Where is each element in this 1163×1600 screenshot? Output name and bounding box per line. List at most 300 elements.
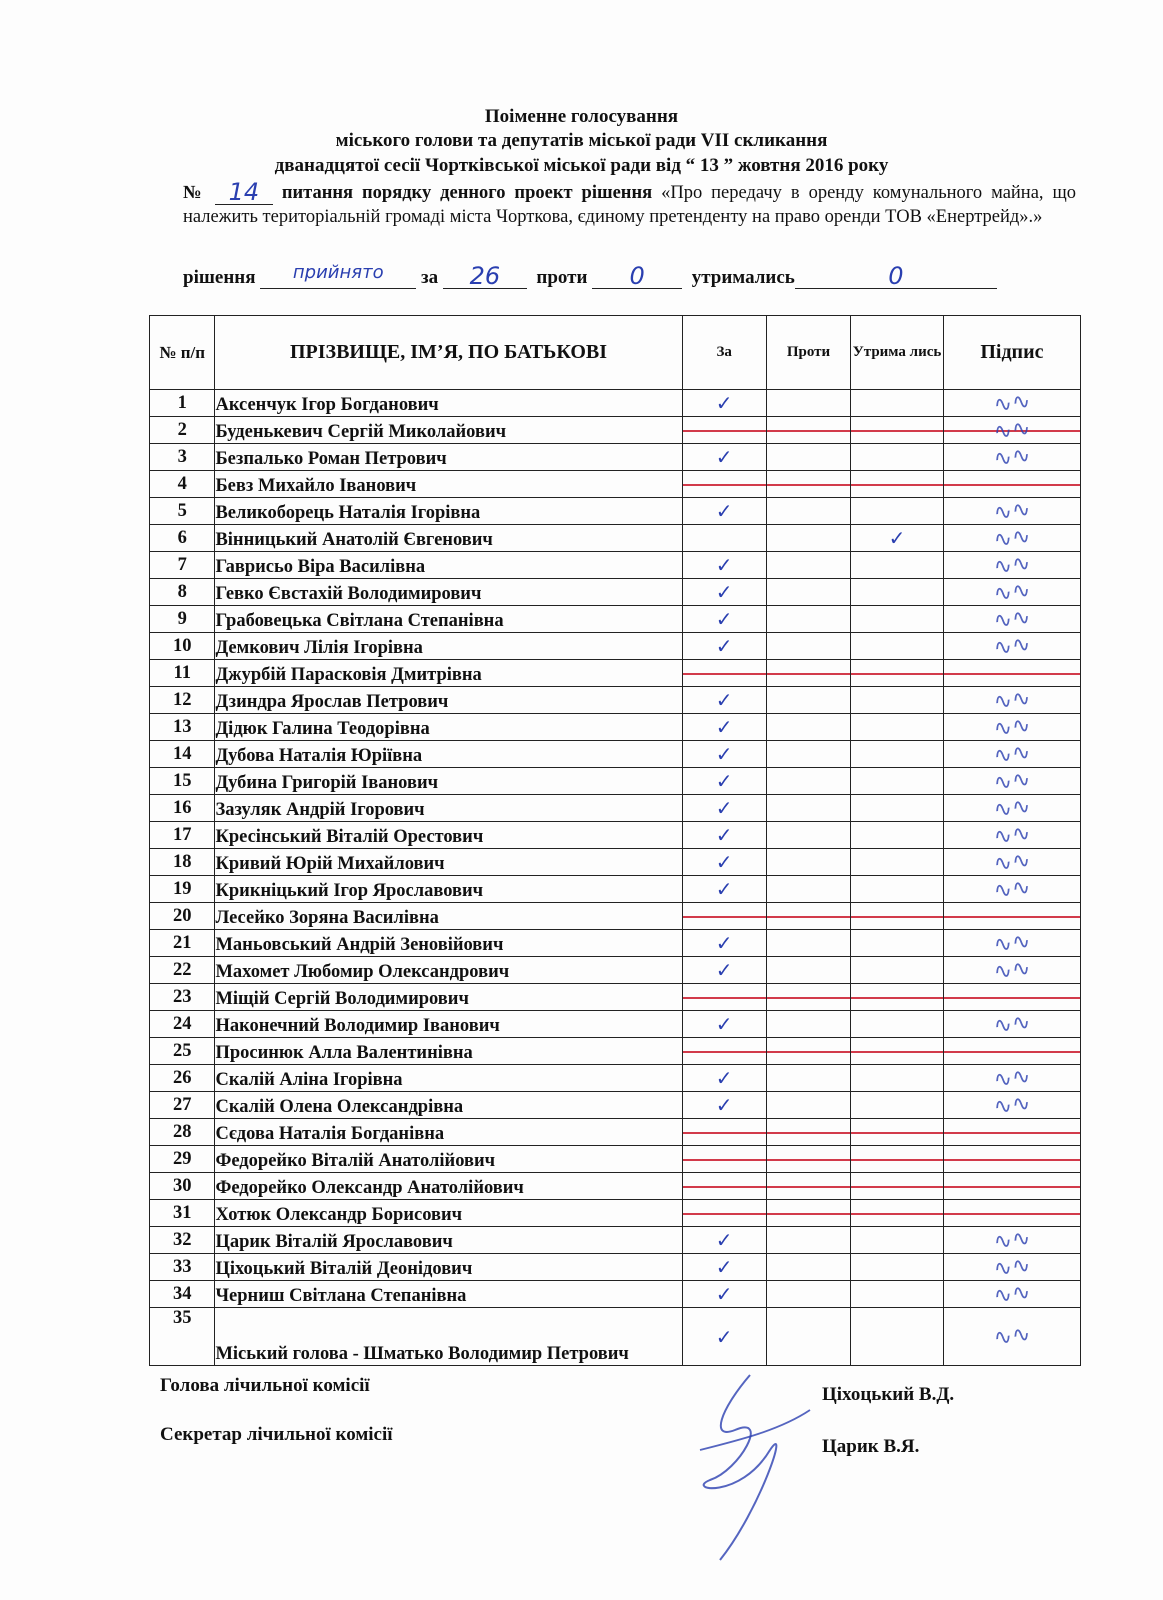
row-utrym: ✓ [851, 525, 944, 552]
absence-strike-line [767, 484, 851, 486]
row-za: ✓ [682, 1308, 766, 1366]
row-name: Кривий Юрій Михайлович [215, 849, 682, 876]
row-name: Зазуляк Андрій Ігорович [215, 795, 682, 822]
row-proty [766, 660, 851, 687]
table-row [150, 525, 1081, 552]
table-row [150, 1281, 1081, 1308]
row-proty [766, 552, 851, 579]
row-name: Міщій Сергій Володимирович [215, 984, 682, 1011]
row-proty [766, 741, 851, 768]
row-proty [766, 606, 851, 633]
table-row [150, 957, 1081, 984]
row-utrym [851, 1281, 944, 1308]
absence-strike-line [851, 916, 943, 918]
row-za: ✓ [682, 849, 766, 876]
absence-strike-line [767, 1051, 851, 1053]
row-signature [943, 1173, 1080, 1200]
agenda-text: «Про передачу в оренду комунального майна, що належить територіальній громаді міста Чорткова, єдиному претенденту на право оренди ТОВ «Енертрейд».» [183, 183, 1076, 227]
row-utrym [851, 849, 944, 876]
row-number: 2 [150, 417, 215, 444]
row-name: Дубова Наталія Юріївна [215, 741, 682, 768]
row-name: Махомет Любомир Олександрович [215, 957, 682, 984]
row-proty [766, 498, 851, 525]
row-za [682, 525, 766, 552]
row-za [682, 660, 766, 687]
row-utrym [851, 390, 944, 417]
row-number: 10 [150, 633, 215, 660]
absence-strike-line [767, 1213, 851, 1215]
absence-strike-line [851, 484, 943, 486]
secretary-name: Царик В.Я. [822, 1436, 920, 1457]
row-proty [766, 822, 851, 849]
row-utrym [851, 822, 944, 849]
table-row [150, 876, 1081, 903]
row-number: 1 [150, 390, 215, 417]
za-label: за [421, 267, 439, 288]
utrym-label: утримались [691, 267, 795, 288]
row-name: Гевко Євстахій Володимирович [215, 579, 682, 606]
vote-table [149, 315, 1081, 1366]
row-za: ✓ [682, 957, 766, 984]
row-proty [766, 930, 851, 957]
table-row [150, 1065, 1081, 1092]
agenda-num-prefix: № [183, 183, 206, 203]
absence-strike-line [683, 916, 766, 918]
row-za: ✓ [682, 1065, 766, 1092]
row-proty [766, 1038, 851, 1065]
table-row [150, 417, 1081, 444]
row-number: 27 [150, 1092, 215, 1119]
row-za: ✓ [682, 1227, 766, 1254]
row-name: Сєдова Наталія Богданівна [215, 1119, 682, 1146]
row-number: 19 [150, 876, 215, 903]
row-proty [766, 1011, 851, 1038]
row-name: Просинюк Алла Валентинівна [215, 1038, 682, 1065]
row-proty [766, 471, 851, 498]
signature-icon: ∿∿ [991, 550, 1032, 580]
row-name: Великоборець Наталія Ігорівна [215, 498, 682, 525]
table-row [150, 1092, 1081, 1119]
row-name: Аксенчук Ігор Богданович [215, 390, 682, 417]
absence-strike-line [683, 484, 766, 486]
row-name: Дзиндра Ярослав Петрович [215, 687, 682, 714]
row-za: ✓ [682, 633, 766, 660]
signature-icon: ∿∿ [991, 1090, 1032, 1120]
row-proty [766, 957, 851, 984]
row-proty [766, 714, 851, 741]
absence-strike-line [683, 997, 766, 999]
agenda-number-field [215, 180, 273, 205]
row-za: ✓ [682, 1011, 766, 1038]
row-za: ✓ [682, 1281, 766, 1308]
row-number: 3 [150, 444, 215, 471]
table-row [150, 1119, 1081, 1146]
row-signature [943, 1092, 1080, 1119]
table-row [150, 714, 1081, 741]
row-proty [766, 1281, 851, 1308]
signature-icon: ∿∿ [991, 685, 1032, 715]
absence-strike-line [851, 997, 943, 999]
signature-icon: ∿∿ [991, 1279, 1032, 1309]
table-row [150, 687, 1081, 714]
row-number: 26 [150, 1065, 215, 1092]
row-proty [766, 849, 851, 876]
vote-table-body [150, 390, 1081, 1366]
row-number: 5 [150, 498, 215, 525]
row-signature [943, 1119, 1080, 1146]
row-za: ✓ [682, 552, 766, 579]
row-za [682, 1146, 766, 1173]
row-name: Наконечний Володимир Іванович [215, 1011, 682, 1038]
doc-subtitle: міського голови та депутатів міської ради VII скликання [335, 130, 828, 151]
table-row [150, 1227, 1081, 1254]
agenda-text-bold: питання порядку денного проект рішення [281, 183, 653, 203]
commission-signature-icon [680, 1370, 820, 1570]
row-name: Безпалько Роман Петрович [215, 444, 682, 471]
row-proty [766, 525, 851, 552]
absence-strike-line [683, 1051, 766, 1053]
signature-icon: ∿∿ [991, 1009, 1032, 1039]
table-row [150, 471, 1081, 498]
absence-strike-line [944, 916, 1080, 918]
signature-icon: ∿∿ [991, 928, 1032, 958]
row-utrym [851, 1173, 944, 1200]
absence-strike-line [944, 1159, 1080, 1161]
row-name: Черниш Світлана Степанівна [215, 1281, 682, 1308]
row-utrym [851, 957, 944, 984]
row-number: 20 [150, 903, 215, 930]
utrym-field [795, 262, 997, 289]
signature-icon: ∿∿ [991, 820, 1032, 850]
row-proty [766, 1308, 851, 1366]
row-name: Федорейко Віталій Анатолійович [215, 1146, 682, 1173]
decision-value: прийнято [292, 262, 384, 283]
row-proty [766, 444, 851, 471]
row-utrym [851, 741, 944, 768]
row-proty [766, 1200, 851, 1227]
absence-strike-line [683, 1132, 766, 1134]
row-number: 14 [150, 741, 215, 768]
decision-summary [183, 262, 1073, 289]
row-name: Ціхоцький Віталій Деонідович [215, 1254, 682, 1281]
chair-label: Голова лічильної комісії [160, 1375, 370, 1396]
row-number: 15 [150, 768, 215, 795]
row-utrym [851, 633, 944, 660]
row-number: 33 [150, 1254, 215, 1281]
row-za: ✓ [682, 822, 766, 849]
row-name: Скалій Олена Олександрівна [215, 1092, 682, 1119]
header-name: ПРІЗВИЩЕ, ІМ’Я, ПО БАТЬКОВІ [215, 316, 682, 390]
absence-strike-line [683, 1186, 766, 1188]
row-utrym [851, 795, 944, 822]
za-value: 26 [469, 262, 501, 290]
table-row [150, 1173, 1081, 1200]
row-signature [943, 633, 1080, 660]
row-za [682, 1173, 766, 1200]
row-proty [766, 876, 851, 903]
row-name: Федорейко Олександр Анатолійович [215, 1173, 682, 1200]
signature-icon: ∿∿ [991, 604, 1032, 634]
row-za: ✓ [682, 498, 766, 525]
signature-icon: ∿∿ [991, 955, 1032, 985]
row-number: 13 [150, 714, 215, 741]
decision-label: рішення [183, 267, 256, 288]
row-signature [943, 957, 1080, 984]
row-za [682, 1200, 766, 1227]
absence-strike-line [944, 1213, 1080, 1215]
row-name: Царик Віталій Ярославович [215, 1227, 682, 1254]
table-row [150, 822, 1081, 849]
row-za [682, 1119, 766, 1146]
signature-icon: ∿∿ [991, 712, 1032, 742]
chair-name: Ціхоцький В.Д. [822, 1384, 955, 1405]
table-row [150, 984, 1081, 1011]
row-utrym [851, 1011, 944, 1038]
row-proty [766, 633, 851, 660]
row-name: Лесейко Зоряна Василівна [215, 903, 682, 930]
table-row [150, 795, 1081, 822]
table-row [150, 741, 1081, 768]
row-name: Бевз Михайло Іванович [215, 471, 682, 498]
table-row [150, 903, 1081, 930]
row-number: 22 [150, 957, 215, 984]
absence-strike-line [851, 1213, 943, 1215]
absence-strike-line [767, 916, 851, 918]
row-signature [943, 1011, 1080, 1038]
table-row [150, 849, 1081, 876]
absence-strike-line [767, 673, 851, 675]
row-utrym [851, 1254, 944, 1281]
row-proty [766, 795, 851, 822]
row-za [682, 471, 766, 498]
row-number: 35 [150, 1308, 215, 1366]
row-utrym [851, 471, 944, 498]
row-utrym [851, 1065, 944, 1092]
signature-icon: ∿∿ [991, 631, 1032, 661]
row-za [682, 417, 766, 444]
signature-icon: ∿∿ [991, 1252, 1032, 1282]
signature-icon: ∿∿ [991, 1225, 1032, 1255]
row-name: Дубина Григорій Іванович [215, 768, 682, 795]
signature-icon: ∿∿ [991, 1321, 1032, 1352]
signature-icon: ∿∿ [991, 523, 1032, 553]
row-proty [766, 1254, 851, 1281]
header-proty: Проти [766, 316, 851, 390]
absence-strike-line [944, 673, 1080, 675]
signature-icon: ∿∿ [991, 442, 1032, 472]
row-proty [766, 903, 851, 930]
row-number: 29 [150, 1146, 215, 1173]
row-za: ✓ [682, 795, 766, 822]
table-row [150, 1146, 1081, 1173]
row-number: 21 [150, 930, 215, 957]
row-name: Кресінський Віталій Орестович [215, 822, 682, 849]
absence-strike-line [851, 430, 943, 432]
agenda-number: 14 [228, 178, 260, 206]
row-number: 6 [150, 525, 215, 552]
absence-strike-line [683, 430, 766, 432]
row-utrym [851, 1308, 944, 1366]
row-proty [766, 1173, 851, 1200]
row-number: 24 [150, 1011, 215, 1038]
table-row [150, 1038, 1081, 1065]
row-number: 30 [150, 1173, 215, 1200]
proty-label: проти [536, 267, 588, 288]
row-name: Буденькевич Сергій Миколайович [215, 417, 682, 444]
row-utrym [851, 714, 944, 741]
row-utrym [851, 768, 944, 795]
za-field [443, 262, 527, 289]
row-utrym [851, 1119, 944, 1146]
table-row [150, 1308, 1081, 1366]
row-utrym [851, 687, 944, 714]
row-name: Крикніцький Ігор Ярославович [215, 876, 682, 903]
row-name: Скалій Аліна Ігорівна [215, 1065, 682, 1092]
row-za [682, 1038, 766, 1065]
absence-strike-line [851, 1132, 943, 1134]
row-utrym [851, 903, 944, 930]
row-number: 8 [150, 579, 215, 606]
row-utrym [851, 552, 944, 579]
row-number: 7 [150, 552, 215, 579]
row-name: Хотюк Олександр Борисович [215, 1200, 682, 1227]
row-name: Гаврисьо Віра Василівна [215, 552, 682, 579]
absence-strike-line [683, 1213, 766, 1215]
table-row [150, 660, 1081, 687]
table-row [150, 390, 1081, 417]
row-name: Грабовецька Світлана Степанівна [215, 606, 682, 633]
absence-strike-line [944, 1186, 1080, 1188]
table-row [150, 444, 1081, 471]
row-za: ✓ [682, 768, 766, 795]
signature-icon: ∿∿ [991, 847, 1032, 877]
signature-icon: ∿∿ [991, 874, 1032, 904]
row-number: 17 [150, 822, 215, 849]
table-row [150, 552, 1081, 579]
row-number: 28 [150, 1119, 215, 1146]
row-proty [766, 1119, 851, 1146]
signature-icon: ∿∿ [991, 415, 1032, 445]
row-proty [766, 1146, 851, 1173]
row-utrym [851, 579, 944, 606]
absence-strike-line [851, 673, 943, 675]
row-za [682, 984, 766, 1011]
row-za: ✓ [682, 444, 766, 471]
row-name: Маньовський Андрій Зеновійович [215, 930, 682, 957]
absence-strike-line [767, 997, 851, 999]
signature-icon: ∿∿ [991, 766, 1032, 796]
row-za: ✓ [682, 390, 766, 417]
row-number: 23 [150, 984, 215, 1011]
row-signature [943, 444, 1080, 471]
row-proty [766, 417, 851, 444]
utrym-value: 0 [888, 262, 904, 290]
row-proty [766, 768, 851, 795]
row-number: 31 [150, 1200, 215, 1227]
row-za: ✓ [682, 687, 766, 714]
header-utrym: Утрима лись [851, 316, 944, 390]
doc-session-line: дванадцятої сесії Чортківської міської ради від “ 13 ” жовтня 2016 року [274, 155, 889, 176]
row-name: Міський голова - Шматько Володимир Петрович [215, 1308, 682, 1366]
secretary-label: Секретар лічильної комісії [160, 1424, 393, 1445]
row-utrym [851, 876, 944, 903]
row-za: ✓ [682, 1254, 766, 1281]
row-utrym [851, 930, 944, 957]
row-utrym [851, 1146, 944, 1173]
absence-strike-line [851, 1051, 943, 1053]
row-za: ✓ [682, 876, 766, 903]
row-za: ✓ [682, 714, 766, 741]
row-number: 25 [150, 1038, 215, 1065]
row-proty [766, 1092, 851, 1119]
table-row [150, 1200, 1081, 1227]
row-signature [943, 876, 1080, 903]
row-za: ✓ [682, 606, 766, 633]
row-proty [766, 579, 851, 606]
absence-strike-line [767, 1186, 851, 1188]
row-name: Дідюк Галина Теодорівна [215, 714, 682, 741]
absence-strike-line [944, 997, 1080, 999]
absence-strike-line [944, 484, 1080, 486]
signature-icon: ∿∿ [991, 739, 1032, 769]
agenda-paragraph [183, 180, 1076, 229]
row-za: ✓ [682, 930, 766, 957]
row-number: 18 [150, 849, 215, 876]
table-row [150, 606, 1081, 633]
row-za: ✓ [682, 579, 766, 606]
signature-icon: ∿∿ [991, 1063, 1032, 1093]
signature-icon: ∿∿ [991, 577, 1032, 607]
decision-field [260, 262, 416, 289]
absence-strike-line [944, 1051, 1080, 1053]
table-row [150, 633, 1081, 660]
row-utrym [851, 984, 944, 1011]
row-utrym [851, 498, 944, 525]
row-za [682, 903, 766, 930]
table-row [150, 579, 1081, 606]
row-proty [766, 1065, 851, 1092]
table-header-row [150, 316, 1081, 390]
row-proty [766, 390, 851, 417]
row-number: 12 [150, 687, 215, 714]
signature-icon: ∿∿ [991, 388, 1032, 418]
absence-strike-line [851, 1186, 943, 1188]
row-name: Джурбій Парасковія Дмитрівна [215, 660, 682, 687]
row-utrym [851, 1092, 944, 1119]
row-name: Демкович Лілія Ігорівна [215, 633, 682, 660]
row-name: Вінницький Анатолій Євгенович [215, 525, 682, 552]
row-utrym [851, 606, 944, 633]
row-utrym [851, 1227, 944, 1254]
row-number: 9 [150, 606, 215, 633]
absence-strike-line [851, 1159, 943, 1161]
row-signature [943, 1308, 1080, 1366]
absence-strike-line [767, 1159, 851, 1161]
row-proty [766, 687, 851, 714]
row-number: 4 [150, 471, 215, 498]
proty-field [592, 262, 682, 289]
table-row [150, 1011, 1081, 1038]
absence-strike-line [767, 1132, 851, 1134]
header-num: № п/п [150, 316, 215, 390]
table-row [150, 768, 1081, 795]
row-number: 32 [150, 1227, 215, 1254]
row-signature [943, 1281, 1080, 1308]
header-sign: Підпис [943, 316, 1080, 390]
table-row [150, 498, 1081, 525]
row-number: 11 [150, 660, 215, 687]
row-signature [943, 1146, 1080, 1173]
